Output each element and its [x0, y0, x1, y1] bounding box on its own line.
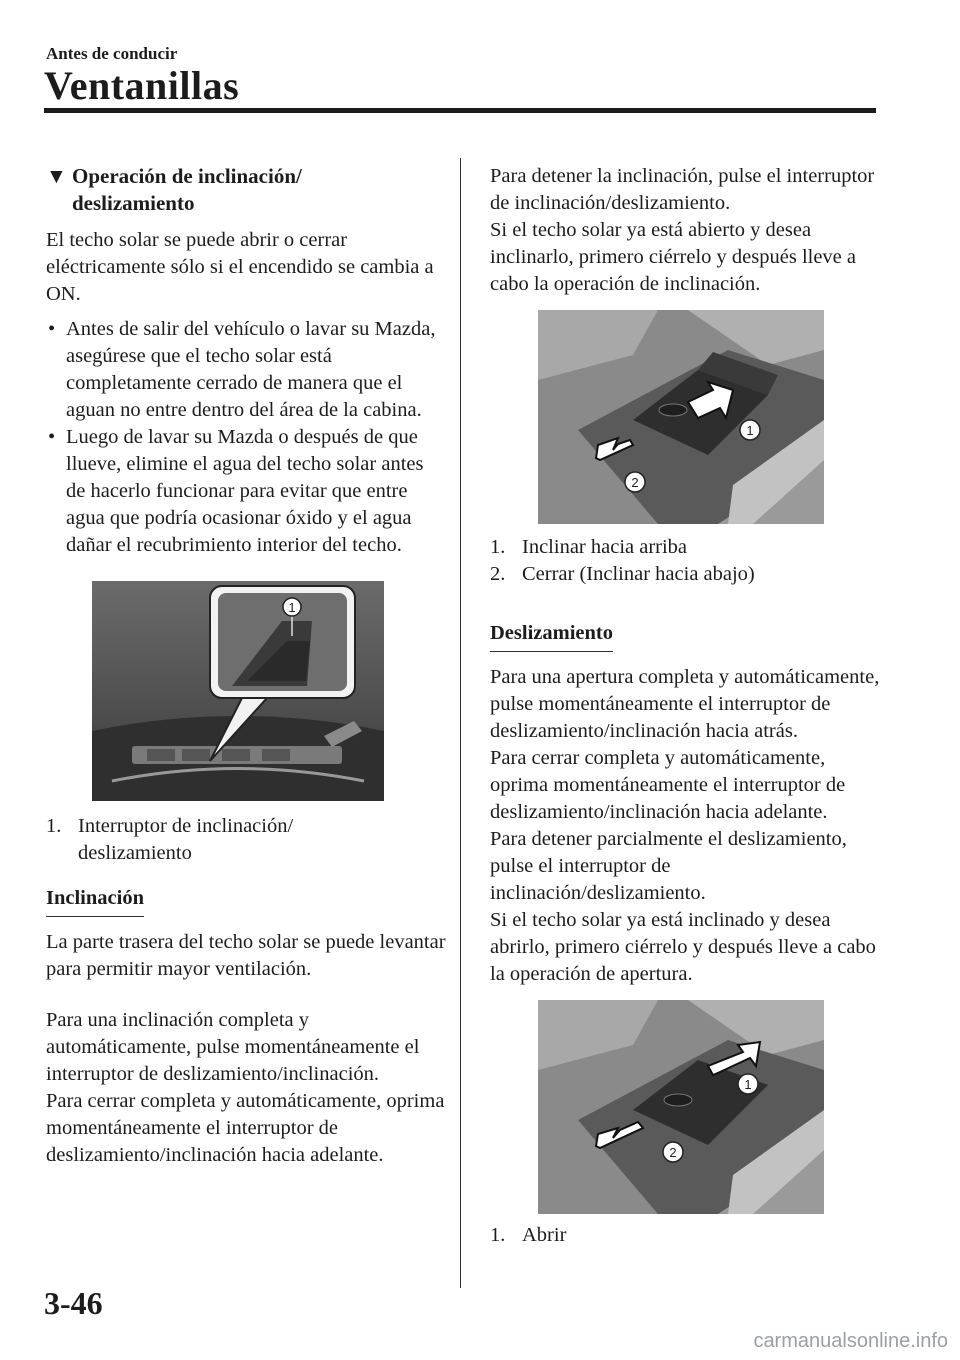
paragraph: Para detener la inclinación, pulse el interruptor de inclinación/deslizamiento. — [490, 165, 875, 214]
intro-paragraph: El techo solar se puede abrir o cerrar eléctricamente sólo si el encendido se cambia a ON. — [46, 229, 434, 305]
left-column — [46, 163, 446, 1169]
figure-switch-location — [92, 581, 384, 801]
figure3-caption-item — [490, 1222, 882, 1249]
bullet-icon: • — [48, 318, 56, 340]
figure1-caption — [46, 813, 446, 867]
page-title: Ventanillas — [44, 63, 240, 108]
paragraph: Para cerrar completa y automáticamente, oprima momentáneamente el interruptor de deslizamiento/inclinación hacia adelante. — [490, 747, 846, 823]
triangle-marker-icon: ▼ — [46, 164, 67, 188]
figure2-caption-item — [490, 534, 882, 561]
paragraph: Para cerrar completa y automáticamente, oprima momentáneamente el interruptor de deslizamiento/inclinación hacia adelante. — [46, 1090, 445, 1166]
column-divider — [460, 158, 461, 1288]
watermark: carmanualsonline.info — [753, 1330, 948, 1352]
caption-number: 2. — [490, 563, 506, 585]
subheading-deslizamiento: Deslizamiento — [490, 620, 613, 652]
figure2-callout-1: 1 — [746, 423, 754, 438]
bullet-item — [46, 316, 446, 424]
figure-switch-location-illustration — [92, 581, 384, 801]
section-heading-text: Operación de inclinación/ deslizamiento — [72, 164, 302, 215]
bullet-icon: • — [48, 426, 56, 448]
figure3-callout-2: 2 — [669, 1145, 677, 1160]
figure-tilt-switch-illustration — [538, 310, 824, 524]
paragraph: La parte trasera del techo solar se puede levantar para permitir mayor ventilación. — [46, 931, 446, 980]
subheading-inclinacion: Inclinación — [46, 885, 144, 917]
page-number: 3-46 — [44, 1285, 103, 1321]
caption-text: Interruptor de inclinación/ deslizamiento — [78, 815, 294, 864]
section-heading — [46, 163, 446, 217]
figure1-callout: 1 — [288, 600, 296, 615]
figure-slide-switch — [538, 1000, 824, 1214]
bullet-text: Luego de lavar su Mazda o después de que llueve, elimine el agua del techo solar antes de hacerlo funcionar para evitar que entre agua que podría ocasionar óxido y el agua dañar el recubrimiento interior del techo. — [66, 426, 424, 556]
bullet-item — [46, 424, 446, 559]
caption-number: 1. — [46, 815, 62, 837]
caption-text: Inclinar hacia arriba — [522, 536, 688, 558]
caption-text: Abrir — [522, 1224, 567, 1246]
figure-slide-switch-illustration — [538, 1000, 824, 1214]
right-column — [490, 163, 882, 1249]
caption-number: 1. — [490, 536, 506, 558]
title-rule — [44, 108, 876, 113]
caption-number: 1. — [490, 1224, 506, 1246]
figure3-callout-1: 1 — [744, 1077, 752, 1092]
section-label: Antes de conducir — [46, 44, 178, 63]
paragraph: Si el techo solar ya está inclinado y desea abrirlo, primero ciérrelo y después lleve a cabo la operación de apertura. — [490, 909, 876, 985]
paragraph: Para una apertura completa y automáticamente, pulse momentáneamente el interruptor de deslizamiento/inclinación hacia atrás. — [490, 666, 880, 742]
caption-text: Cerrar (Inclinar hacia abajo) — [522, 563, 755, 585]
paragraph: Si el techo solar ya está abierto y desea inclinarlo, primero ciérrelo y después lleve a cabo la operación de inclinación. — [490, 219, 857, 295]
paragraph: Para detener parcialmente el deslizamiento, pulse el interruptor de inclinación/deslizamiento. — [490, 828, 847, 904]
figure-tilt-switch — [538, 310, 824, 524]
paragraph: Para una inclinación completa y automáticamente, pulse momentáneamente el interruptor de deslizamiento/inclinación. — [46, 1009, 420, 1085]
figure2-callout-2: 2 — [631, 475, 639, 490]
figure2-caption-item — [490, 561, 882, 588]
bullet-text: Antes de salir del vehículo o lavar su Mazda, asegúrese que el techo solar está completamente cerrado de manera que el aguan no entre dentro del área de la cabina. — [66, 318, 436, 421]
